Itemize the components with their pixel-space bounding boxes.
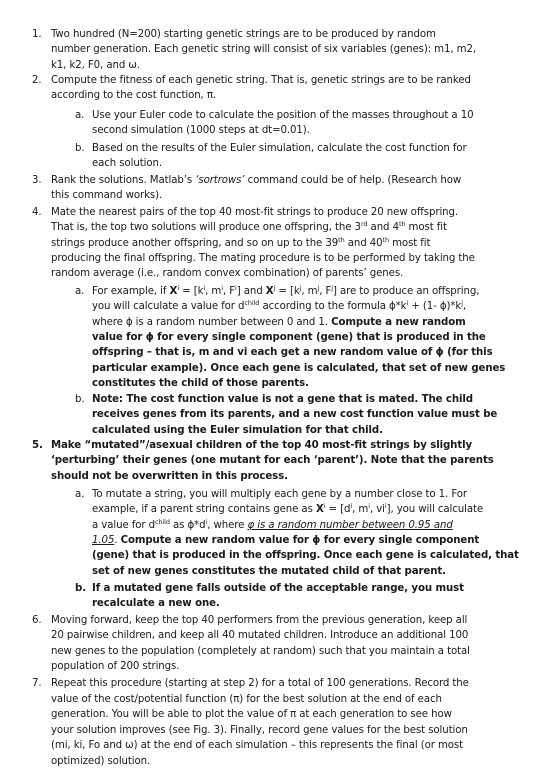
item-number: 3. (32, 175, 42, 186)
item-line: calculated using the Euler simulation for that child. (92, 424, 383, 436)
list-item (32, 173, 532, 204)
item-line: a value for $d^{child}$ as $\phi*d^i$, where φ is a random number between 0.95 and (92, 517, 453, 531)
item-number: 1. (32, 29, 42, 40)
item-line: you will calculate a value for $d^{child}$ according to the formula $\phi*k^i + (1-$ $\phi)*k^j$, (92, 299, 467, 313)
item-line: number generation. Each genetic string will consist of six variables (genes): m1, m2, (51, 44, 477, 56)
item-line: Based on the results of the Euler simulation, calculate the cost function for (92, 143, 467, 154)
list-subitem (75, 392, 535, 438)
item-number: a. (75, 286, 85, 297)
list-subitem (75, 487, 535, 579)
item-line: strings produce another offspring, and so on up to the 39th and 40th most fit (51, 235, 431, 249)
item-number: 2. (32, 75, 42, 86)
item-line: (mi, ki, Fo and ω) at the end of each simulation – this represents the final (or most (51, 740, 463, 752)
item-line: constitutes the child of those parents. (92, 378, 309, 390)
item-line: (gene) that is produced in the offspring. Once each gene is calculated, that (92, 550, 519, 562)
item-line: value for ϕ for every single component (gene) that is produced in the (92, 332, 486, 344)
item-line: receives genes from its parents, and a new cost function value must be (92, 409, 498, 421)
list-subitem (75, 581, 535, 612)
item-line: example, if a parent string contains gene as $X^i = [d^i$, $m^i$, $vi^i$], you will calculate (92, 502, 484, 516)
item-number: 7. (32, 678, 42, 689)
list-item (32, 205, 532, 282)
item-line: producing the final offspring. The mating procedure is to be performed by taking the (51, 253, 475, 265)
item-line: where ϕ is a random number between 0 and 1. Compute a new random (92, 316, 466, 328)
item-number: a. (75, 110, 85, 121)
list-item (32, 613, 532, 674)
item-line: That is, the top two solutions will produce one offspring, the 3rd and 4th most fit (51, 220, 447, 234)
list-item (32, 73, 532, 104)
list-item (32, 27, 532, 73)
item-line: set of new genes constitutes the mutated child of that parent. (92, 565, 446, 577)
item-line: If a mutated gene falls outside of the acceptable range, you must (92, 583, 464, 594)
item-line: recalculate a new one. (92, 598, 220, 610)
list-item (32, 676, 532, 770)
list-subitem (75, 141, 535, 172)
item-line: Compute the fitness of each genetic string. That is, genetic strings are to be ranked (51, 75, 471, 86)
item-number: b. (75, 394, 85, 405)
item-line: second simulation (1000 steps at dt=0.01). (92, 125, 310, 137)
item-number: b. (75, 143, 85, 154)
item-number: b. (75, 583, 86, 594)
item-line: optimized) solution. (51, 755, 151, 767)
item-line: k1, k2, F0, and ω. (51, 59, 140, 71)
item-line: Make “mutated”/asexual children of the top 40 most-fit strings by slightly (51, 440, 473, 451)
item-line: this command works). (51, 190, 163, 202)
item-number: a. (75, 489, 85, 500)
item-line: random average (i.e., random convex combination) of parents’ genes. (51, 268, 404, 280)
item-line: should not be overwritten in this process. (51, 470, 288, 482)
item-line: Use your Euler code to calculate the position of the masses throughout a 10 (92, 110, 474, 121)
item-line: offspring – that is, m and vi each get a new random value of ϕ (for this (92, 347, 493, 359)
item-line: according to the cost function, π. (51, 90, 217, 102)
item-line: value of the cost/potential function (π) for the best solution at the end of each (51, 693, 442, 705)
item-line: Repeat this procedure (starting at step 2) for a total of 100 generations. Record the (51, 678, 469, 689)
item-number: 4. (32, 207, 42, 218)
list-subitem (75, 284, 535, 391)
item-line: new genes to the population (completely at random) such that you maintain a total (51, 645, 470, 657)
list-subitem (75, 108, 535, 139)
item-line: For example, if $X^i = [k^i$, $m^i$, $F^i$] and $X^j = [k^j$, $m^j$, $F^j$] are to produce an offspring, (92, 284, 480, 297)
item-line: To mutate a string, you will multiply each gene by a number close to 1. For (92, 489, 467, 500)
item-line: each solution. (92, 158, 162, 170)
item-line: particular example). Once each gene is calculated, that set of new genes (92, 362, 506, 374)
item-line: population of 200 strings. (51, 661, 180, 673)
item-line: Rank the solutions. Matlab’s ‘sortrows’ command could be of help. (Research how (51, 175, 462, 186)
item-number: 5. (32, 440, 43, 451)
item-line: your solution improves (see Fig. 3). Finally, record gene values for the best solution (51, 724, 468, 736)
item-line: Moving forward, keep the top 40 performers from the previous generation, keep all (51, 615, 468, 626)
list-item (32, 438, 532, 484)
item-line: Mate the nearest pairs of the top 40 most-fit strings to produce 20 new offspring. (51, 207, 459, 218)
item-line: generation. You will be able to plot the value of π at each generation to see how (51, 709, 452, 721)
item-line: Two hundred (N=200) starting genetic strings are to be produced by random (51, 29, 436, 40)
item-line: 20 pairwise children, and keep all 40 mutated children. Introduce an additional 100 (51, 630, 469, 642)
item-line: 1.05. Compute a new random value for ϕ for every single component (92, 535, 480, 547)
item-line: Note: The cost function value is not a gene that is mated. The child (92, 394, 473, 405)
item-number: 6. (32, 615, 42, 626)
item-line: ‘perturbing’ their genes (one mutant for each ‘parent’). Note that the parents (51, 455, 494, 467)
